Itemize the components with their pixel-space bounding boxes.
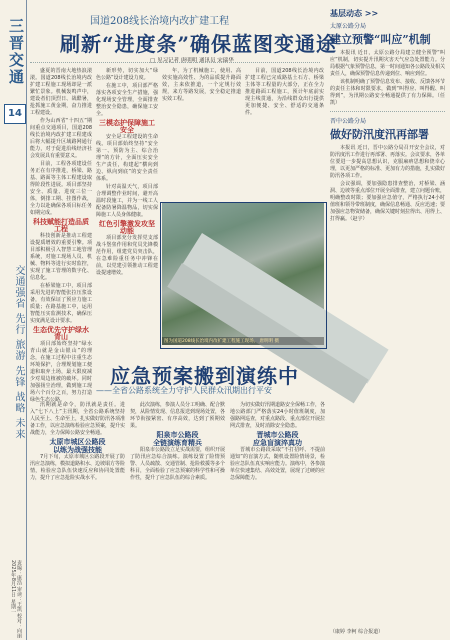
subheading: 太原市城区公路段 bbox=[49, 437, 106, 446]
construction-photo bbox=[162, 203, 324, 345]
paragraph: 针对高温天气，项目部合理调整作业时间，避开高温时段施工，并为一线工人配备防暑降温物品，切实保障施工人员身体健康。 bbox=[96, 184, 158, 218]
paragraph: 项目部始终坚持“绿水青山就是金山银山”的理念，在施工过程中注重生态环境保护，合理规划施工便道和取弃土场，最大限度减少对周边植被的破坏。同时加强扬尘治理，做到施工现场六个百分之百，努力打造绿色生态公路。 bbox=[30, 341, 92, 403]
masthead-slogan: 交通强省 先行 旅游 先锋 战略 未来 bbox=[13, 265, 24, 440]
paragraph: 盛夏的晋南大地热浪滚滚。国道208线长治境内改扩建工程施工现场却是一派繁忙景象。机械轰鸣声中，建设者们顶烈日、战酷暑，抢抓施工黄金期，奋力推进工程建设。 bbox=[30, 68, 92, 116]
subheading: 生态优先守护绿水青山 bbox=[33, 325, 89, 341]
paragraph: 本报讯 近日，晋中公路分局召开安全会议，对防汛度汛工作进行再部署、再落实。会议要求，各单位要进一步提高思想认识，克服麻痹思想和侥幸心理，以更加严格的标准、更加有力的措施，扎实做好防汛各项工作。 bbox=[330, 145, 446, 179]
paragraph: 汛期就是命令，防汛就是责任。进入“七下八上”主汛期，全省公路系统坚持人民至上、生命至上，扎实做好防汛各项准备工作，以应急演练检验应急预案，提升实战能力，全力保障公路安全畅通。 bbox=[30, 402, 126, 436]
sidebar-item1-title: 建立预警“叫应”机制 bbox=[330, 33, 431, 46]
paragraph: 科技创新是推动工程建设提质增效的重要引擎。项目部积极引入智慧工地管理系统，对施工现场人员、机械、物料等进行实时监控，实现了施工管理的数字化、信息化。 bbox=[30, 233, 92, 281]
sidebar bbox=[330, 8, 445, 633]
divider bbox=[30, 62, 320, 63]
subheading: 科技赋能打造品质工程 bbox=[33, 217, 89, 233]
article1-col3 bbox=[162, 68, 324, 200]
paragraph: 阳泉市公路段立足实战需要，组织开展了防汛应急综合演练。演练设置了险情预警、人员疏散、交通管制、抢险救援等多个科目，全面检验了应急预案的科学性和可操作性，提升了应急队伍的综合素质。 bbox=[130, 447, 226, 481]
article2-col2 bbox=[130, 402, 225, 634]
sidebar-item2-body bbox=[330, 145, 445, 223]
article1-col1 bbox=[30, 68, 92, 403]
sidebar-item2-title: 做好防汛度汛再部署 bbox=[330, 128, 429, 141]
page-number: 14 bbox=[4, 104, 26, 124]
paragraph: 7月下旬，太原市城区公路段开展了防汛应急演练，模拟道路积水、边坡塌方等险情，检验应急队伍快速反应和协同处置能力，提升了应急抢险实战水平。 bbox=[30, 454, 126, 481]
paragraph: 项目部充分发挥党支部战斗堡垒作用和党员先锋模范作用，组建党员突击队，在急难险重任务中冲锋在前，以党建引领推动工程建设提速增效。 bbox=[96, 235, 158, 276]
divider bbox=[330, 111, 445, 112]
sidebar-item2-kicker: 晋中公路分局 bbox=[330, 118, 367, 125]
masthead-column bbox=[2, 0, 27, 640]
paragraph: 为切实做好汛期道路安全保畅工作，各地公路部门严格落实24小时值班制度，加强路网巡查，对重点路段、重点部位开展拉网式排查，及时消除安全隐患。 bbox=[230, 402, 326, 429]
paragraph: 此次演练，参演人员分工明确、配合默契，从险情发现、信息报送到现场处置，各环节衔接紧密、有序高效，达到了预期效果。 bbox=[130, 402, 226, 429]
paragraph: 年，为了机械施工，使用、高效实施高效性、为的品质提升路面效，主来依推道，一个定规行效规，来方等路发展，安全稳定推道实效工程。 bbox=[162, 68, 241, 102]
paragraph: 本报讯 近日，太原公路分局建立健全预警“叫应”机制，切实提升汛期灾害天气应急处置能力。分局根据气象预警信息，第一时间通知各公路段及相关责任人，确保预警信息传递到位、响应到位。 bbox=[330, 50, 446, 77]
subheading: 晋城市公路段 bbox=[256, 430, 299, 439]
paragraph: 作为山西省“十四五”期间重点交通项目，国道208线长治境内改扩建工程建成后将大幅提升区域路网通行能力，对于促进沿线经济社会发展具有重要意义。 bbox=[30, 118, 92, 159]
article2-col3 bbox=[230, 402, 325, 634]
article1-byline: □ 见习记者 唐明明 通讯员 宋瑞华 bbox=[150, 58, 234, 64]
paragraph: 在桥梁施工中，项目部采用先进的智能张拉压浆设备，有效保证了预应力施工质量；在路基施工中，运用智能压实监测技术，确保压实度满足设计要求。 bbox=[30, 283, 92, 324]
sidebar-item1-body bbox=[330, 50, 445, 107]
paragraph: 该机制明确了预警信息发布、接收、反馈各环节的责任主体和时限要求，做到“叫得应、叫得醒、叫得到”，为汛期公路安全畅通提供了有力保障。（任凯） bbox=[330, 79, 446, 106]
sidebar-item1-kicker: 太原公路分局 bbox=[330, 23, 367, 30]
article1-col2 bbox=[96, 68, 158, 353]
subheading: 应急盲演淬真功 bbox=[253, 438, 302, 447]
paragraph: 会议强调，要加强隐患排查整治，对桥梁、涵洞、边坡等重点部位开展全面排查，建立问题台账，明确整改时限；要加强应急值守，严格执行24小时值班和领导带班制度，确保信息畅通、反应迅速；要加强应急物资储备，确保关键时刻拉得出、用得上、打得赢。（赵宇） bbox=[330, 181, 446, 222]
bottom-credit: （康婷 李柯 综合报道） bbox=[330, 629, 384, 635]
sidebar-section-title: 基层动态 >> bbox=[330, 8, 379, 18]
article1-headline: 刷新“进度条”确保蓝图变通途 bbox=[60, 32, 338, 56]
article2-headline: 应急预案搬到演练中 bbox=[110, 364, 299, 388]
article2-col1 bbox=[30, 402, 125, 634]
subheading: 三模态护保障施工安全 bbox=[99, 118, 155, 134]
subheading: 阳泉市公路段 bbox=[156, 430, 199, 439]
editor-credits: 责编：康浩 审读：王凯 校对：向丽 2025年8月11日 星期一 bbox=[10, 560, 22, 639]
paragraph: 新形势，切实加大“绿色公路”设计建设力度。 bbox=[96, 68, 158, 81]
article1-kicker: 国道208线长治境内改扩建工程 bbox=[90, 16, 230, 27]
paragraph: 在施工中，项目部严格落实各项安全生产措施，强化现场安全管理，全面排查整治安全隐患，确保施工安全。 bbox=[96, 83, 158, 117]
paragraph: 晋城市公路段采取“不打招呼、不提前通知”的盲演方式，随机设置险情场景，检验应急队伍真实响应能力。演练中，各参演单位快速集结、高效处置，展现了过硬的应急保障能力。 bbox=[230, 447, 326, 481]
subheading: 以练为战强技能 bbox=[53, 445, 102, 454]
article2-subhead: ——全省公路系统全力守护人民群众汛期出行平安 bbox=[96, 386, 272, 395]
paragraph: 目前，国道208线长治境内改扩建工程已完成路基土石方、桥梁主体等工程量的大部分，正在全力推进路面工程施工，预计年底前实现主线贯通，为沿线群众出行提供更加便捷、安全、舒适的交通条件。 bbox=[245, 68, 324, 116]
subheading: 红色引擎激发攻坚动能 bbox=[99, 219, 155, 235]
masthead-title: 三晋交通 bbox=[7, 18, 25, 86]
paragraph: 安全是工程建设的生命线。项目部始终坚持“安全第一、预防为主、综合治理”的方针，全面压实安全生产责任，构建起“横向到边、纵向到底”的安全责任体系。 bbox=[96, 134, 158, 182]
paragraph: 目前，工程各项建设任务正在有序推进，桥梁、路基、路面等主体工程建设取得阶段性进展。项目部坚持安全、质量、进度三位一体，倒排工期、挂图作战，全力以赴确保各项目标任务如期完成。 bbox=[30, 161, 92, 216]
photo-caption: 图为国道208线长治境内改扩建工程施工现场。 唐明明 摄 bbox=[162, 337, 324, 345]
subheading: 全链演练育精兵 bbox=[153, 438, 202, 447]
